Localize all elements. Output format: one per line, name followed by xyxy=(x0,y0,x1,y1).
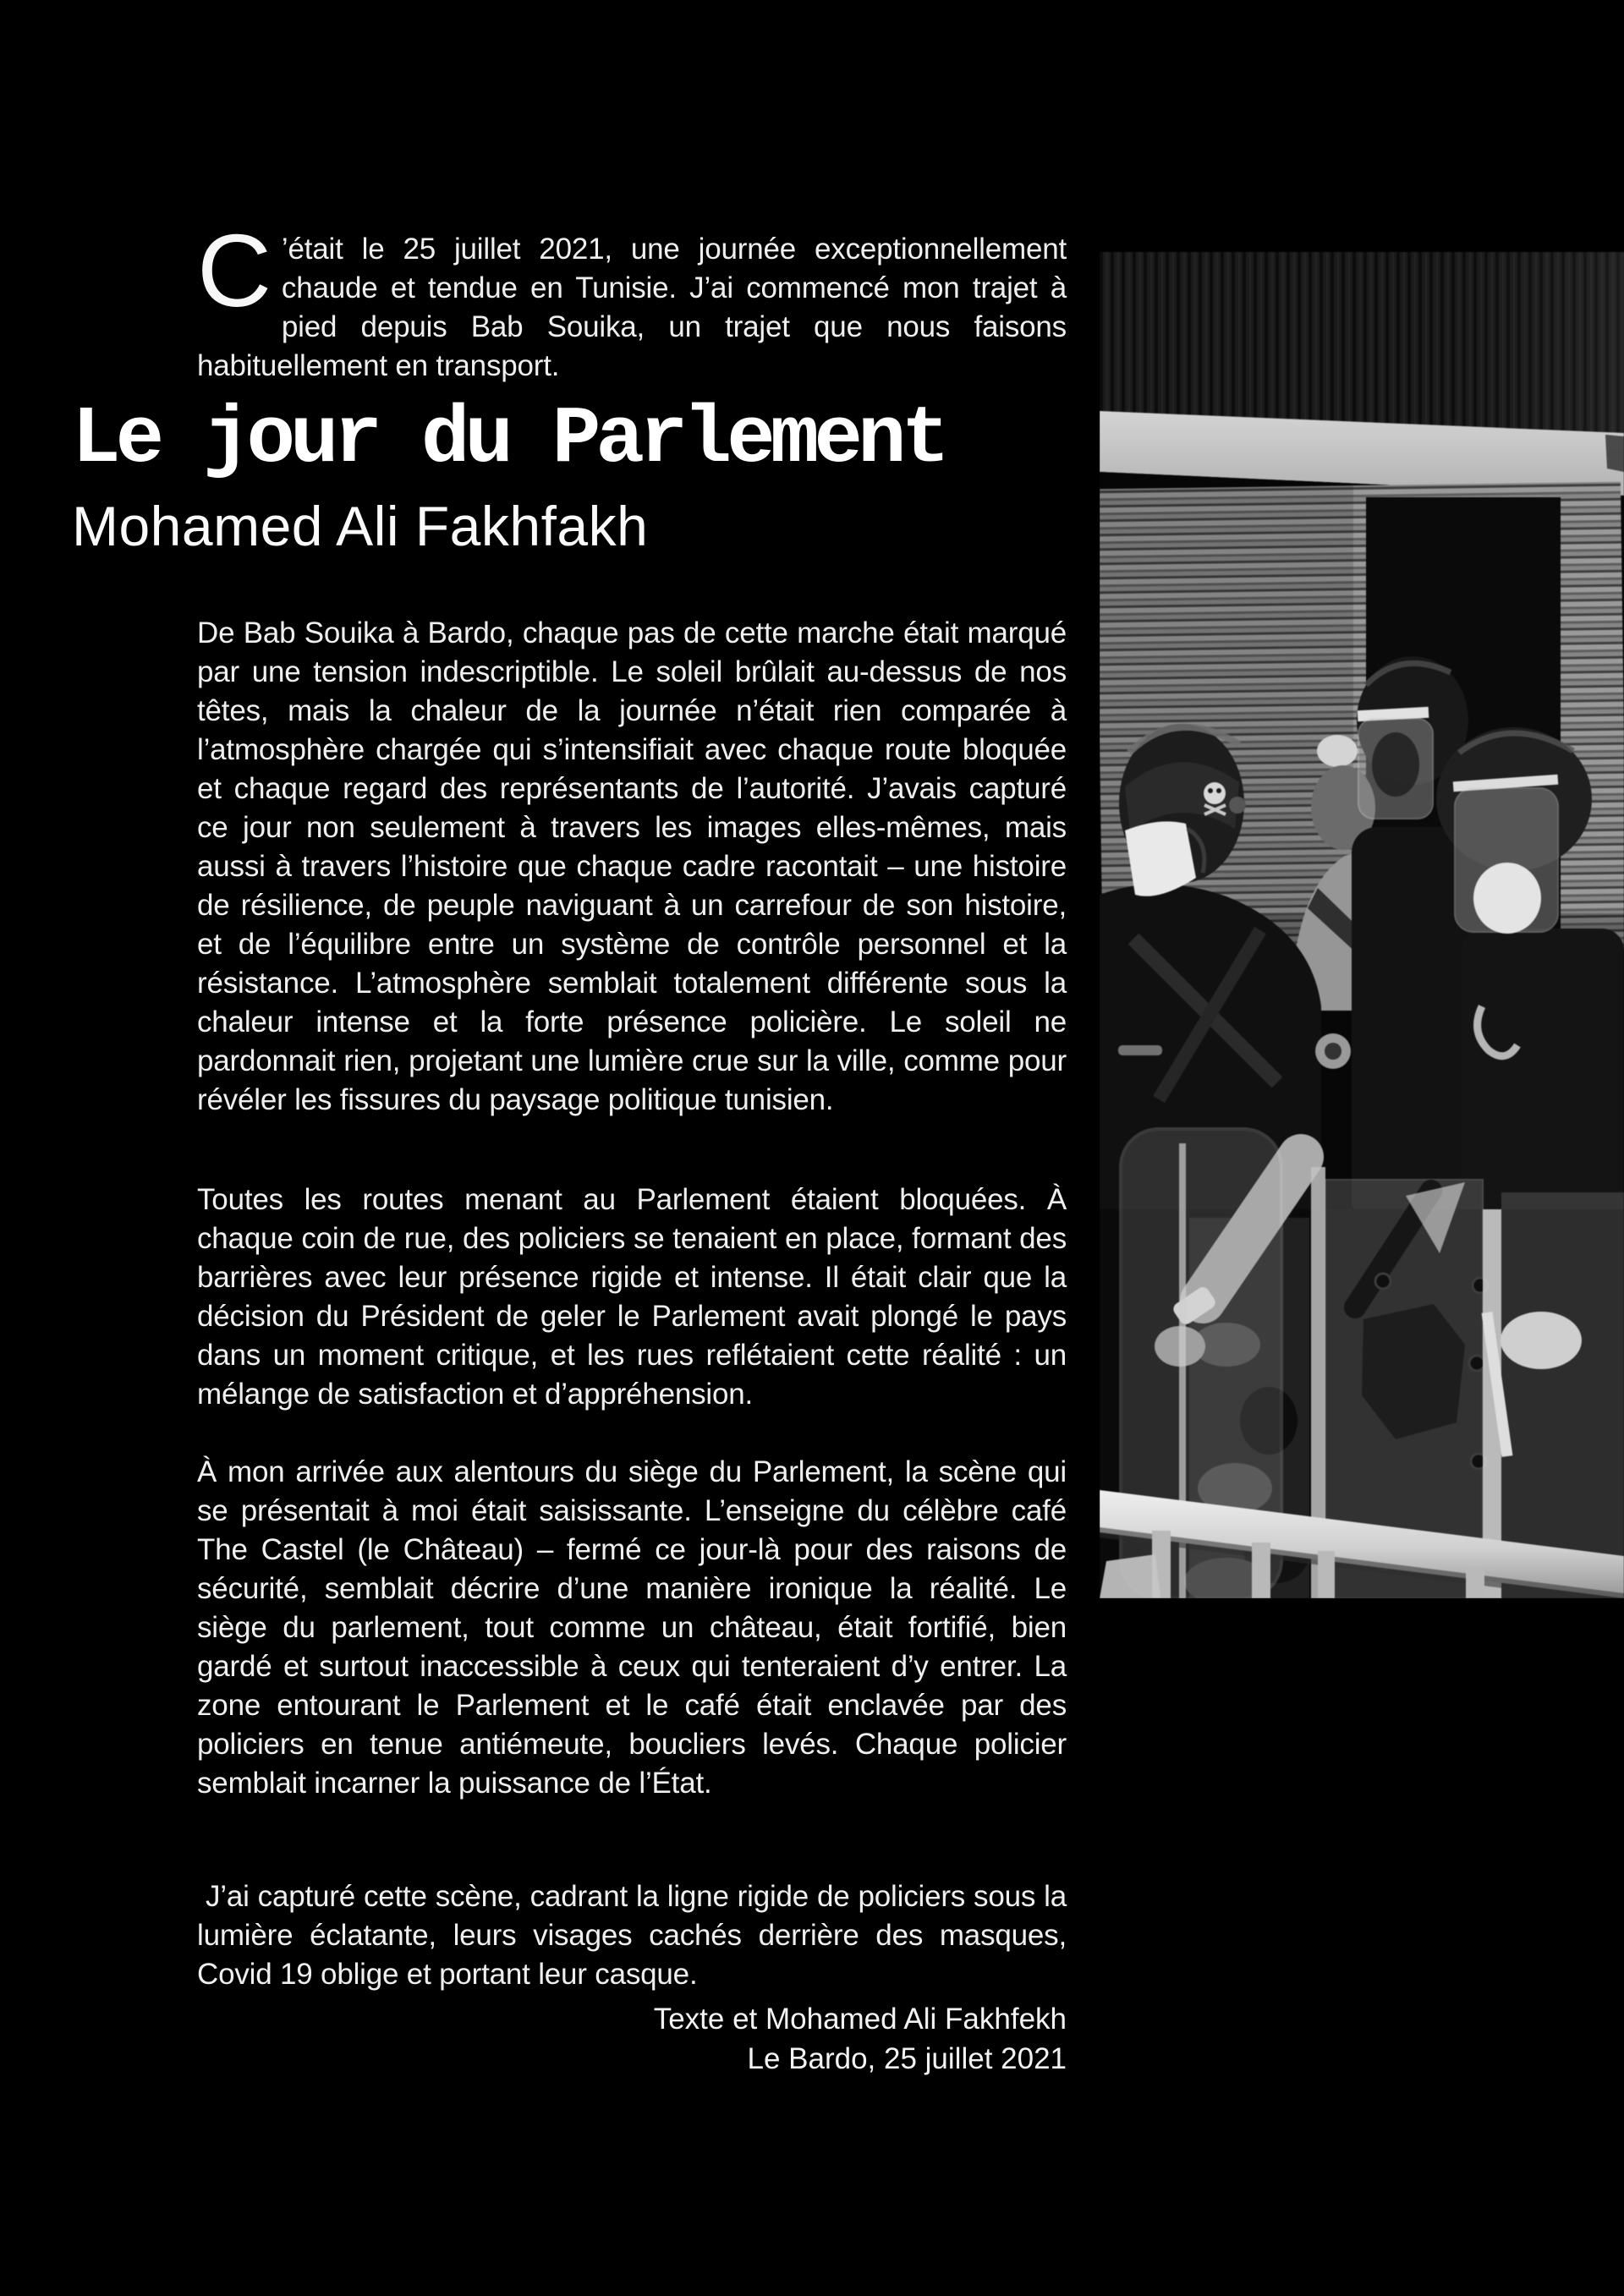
riot-police-photo xyxy=(1100,245,1624,1598)
gripping-hand xyxy=(1501,1312,1582,1369)
body-paragraph-2: Toutes les routes menant au Parlement étaient bloquées. À chaque coin de rue, des policiers se tenaient en place, formant des barrières avec leur présence rigide et intense. Il était clair que la décision du Président de geler le Parlement avait plongé le pays dans un moment critique, et les rues reflétaient cette réalité : un mélange de satisfaction et d’appréhension. xyxy=(197,1183,1075,1411)
intro-paragraph xyxy=(197,213,1067,386)
shield-bolt xyxy=(1375,1274,1391,1289)
shield-bolt xyxy=(1469,1356,1484,1371)
body-paragraph-1: De Bab Souika à Bardo, chaque pas de cette marche était marqué par une tension indescriptible. Le soleil brûlait au-dessus de nos têtes, mais la chaleur de la journée n’était rien comparée à l’atmosphère chargée qui s’intensifiait avec chaque route bloquée et chaque regard des représentants de l’autorité. J’avais capturé ce jour non seulement à travers les images elles-mêmes, mais aussi à travers l’histoire que chaque cadre racontait – une histoire de résilience, de peuple naviguant à un carrefour de son histoire, et de l’équilibre entre un système de contrôle personnel et la résistance. L’atmosphère semblait totalement différente sous la chaleur intense et la forte présence policière. Le soleil ne pardonnait rien, projetant une lumière crue sur la ville, comme pour révéler les fissures du paysage politique tunisien. xyxy=(197,616,1075,1116)
unit-badge-center xyxy=(1325,1043,1341,1060)
signature xyxy=(197,1999,1067,2079)
visor-hinge xyxy=(1229,797,1246,814)
vest-label xyxy=(1118,1045,1162,1055)
barrier-post xyxy=(1318,1551,1335,1598)
barrier-post xyxy=(1252,1543,1270,1598)
barrier-post xyxy=(1466,1568,1484,1598)
surgical-mask xyxy=(1473,863,1541,934)
body-paragraph-3: À mon arrivée aux alentours du siège du Parlement, la scène qui se présentait à moi était saisissante. L’enseigne du célèbre café The Castel (le Château) – fermé ce jour-là pour des raisons de sécurité, semblait décrire d’une manière ironique la réalité. Le siège du parlement, tout comme un château, était fortifié, bien gardé et surtout inaccessible à ceux qui tenteraient d’y entrer. La zone entourant le Parlement et le café était enclavée par des policiers en tenue antiémeute, boucliers levés. Chaque policier semblait incarner la puissance de l’État. xyxy=(197,1455,1075,1800)
signature-dateline: Le Bardo, 25 juillet 2021 xyxy=(747,2042,1067,2075)
signature-credit: Texte et Mohamed Ali Fakhfekh xyxy=(653,2003,1067,2036)
intro-text: ’était le 25 juillet 2021, une journée exceptionnellement chaude et tendue en Tunisie. J’ai commencé mon trajet à pied depuis Bab Souika, un trajet que nous faisons habituellement en transport. xyxy=(197,233,1067,382)
drop-cap: C xyxy=(197,213,272,328)
article-title: Le jour du Parlement xyxy=(72,393,946,485)
body-paragraph-4: J’ai capturé cette scène, cadrant la ligne rigide de policiers sous la lumière éclatante, leurs visages cachés derrière des masques, Covid 19 oblige et portant leur casque. xyxy=(197,1880,1075,1991)
sunlit-patch xyxy=(1100,1554,1160,1598)
white-cap xyxy=(1317,735,1358,767)
riot-shield-right xyxy=(1487,1192,1624,1598)
officer-center-face xyxy=(1372,732,1419,797)
headline xyxy=(72,393,1129,557)
storefront-awning xyxy=(1100,245,1624,433)
article-author: Mohamed Ali Fakhfakh xyxy=(72,495,649,557)
